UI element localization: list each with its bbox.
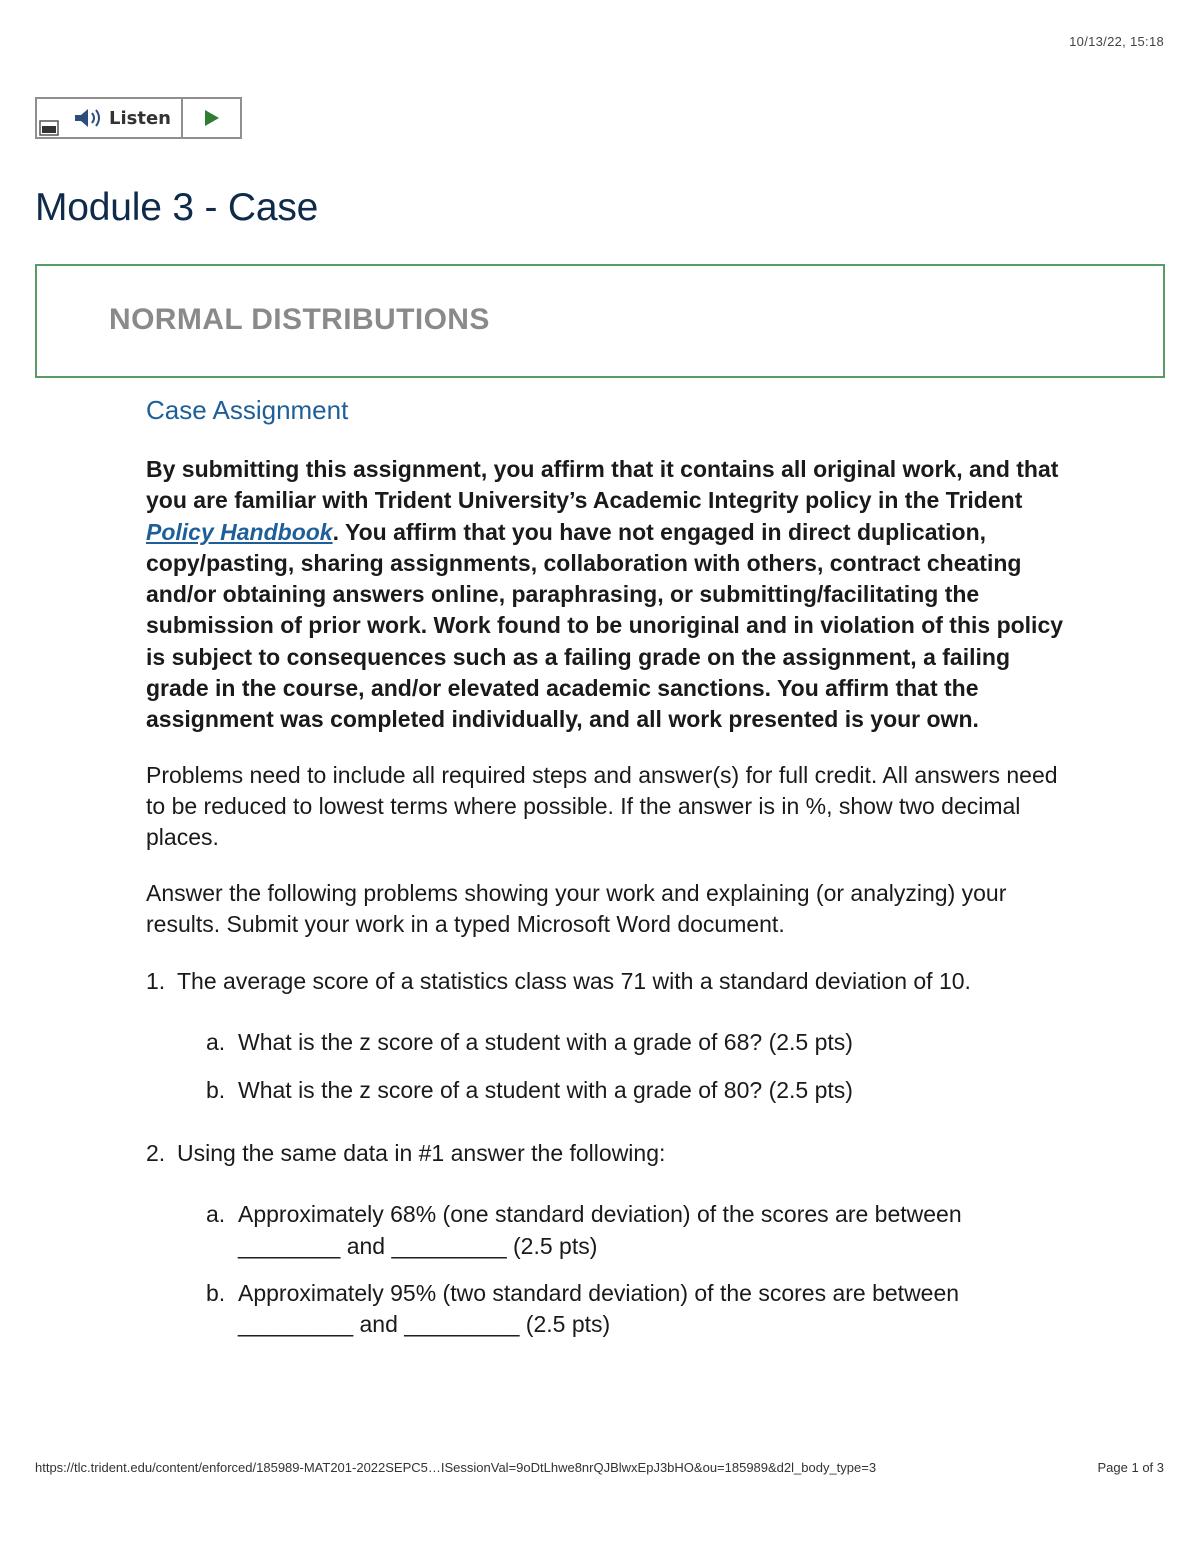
subpart-letter: b. [206,1279,226,1306]
directions-paragraph: Answer the following problems showing your work and explaining (or analyzing) your results. Submit your work in a typed Microsoft Word document. [146,879,1007,937]
problem-subpart [146,1075,1066,1106]
subpart-letter: a. [206,1201,226,1228]
policy-handbook-link[interactable]: Policy Handbook [146,518,333,545]
problem-text: The average score of a statistics class was 71 with a standard deviation of 10. [177,968,971,995]
section-heading: Case Assignment [146,395,349,425]
banner-title: NORMAL DISTRIBUTIONS [109,303,490,336]
listen-widget [35,97,242,139]
print-date-time: 10/13/22, 15:18 [1069,34,1164,49]
page-indicator: Page 1 of 3 [1097,1460,1164,1475]
subpart-letter: b. [206,1076,226,1103]
problem-number: 2. [146,1140,166,1167]
listen-button[interactable] [37,99,183,137]
play-button[interactable] [183,99,240,137]
subpart-text: What is the z score of a student with a grade of 80? (2.5 pts) [238,1076,853,1103]
academic-integrity-statement [146,454,1066,736]
footer-url: https://tlc.trident.edu/content/enforced/185989-MAT201-2022SEPC5…ISessionVal=9oDtLhwe8nrQJBlwxEpJ3bHO&ou=185989&d2l_body_type=3 [35,1460,877,1475]
menu-icon[interactable] [39,120,59,136]
problem-item [146,1138,1066,1169]
problem-item [146,966,1066,997]
problem-text: Using the same data in #1 answer the following: [177,1140,666,1167]
affirmation-text-after: . You affirm that you have not engaged in direct duplication, copy/pasting, sharing assignments, collaboration with others, contract cheating and/or obtaining answers online, paraphrasing, or submitting/facilitating the submission of prior work. Work found to be unoriginal and in violation of this policy is subject to consequences such as a failing grade on the assignment, a failing grade in the course, and/or elevated academic sanctions. You affirm that the assignment was completed individually, and all work presented is your own. [146,518,1064,733]
page-title: Module 3 - Case [35,186,319,229]
problem-subpart [146,1278,1038,1341]
assignment-content [146,390,1066,1341]
subpart-letter: a. [206,1029,226,1056]
problem-subpart [146,1027,1066,1058]
problem-number: 1. [146,968,166,995]
listen-label: Listen [109,108,171,129]
affirmation-text-before: By submitting this assignment, you affirm that it contains all original work, and that you are familiar with Trident University’s Academic Integrity policy in the Trident [146,456,1059,514]
problem-subpart [146,1199,1038,1262]
subpart-text: What is the z score of a student with a grade of 68? (2.5 pts) [238,1029,853,1056]
play-icon [204,109,220,127]
instructions-paragraph: Problems need to include all required steps and answer(s) for full credit. All answers need to be reduced to lowest terms where possible. If the answer is in %, show two decimal places. [146,761,1058,851]
subpart-text: Approximately 95% (two standard deviation) of the scores are between _________ and _________ (2.5 pts) [238,1279,960,1338]
topic-banner [35,264,1165,378]
subpart-text: Approximately 68% (one standard deviation) of the scores are between ________ and _________ (2.5 pts) [238,1201,962,1259]
speaker-icon [71,107,105,129]
